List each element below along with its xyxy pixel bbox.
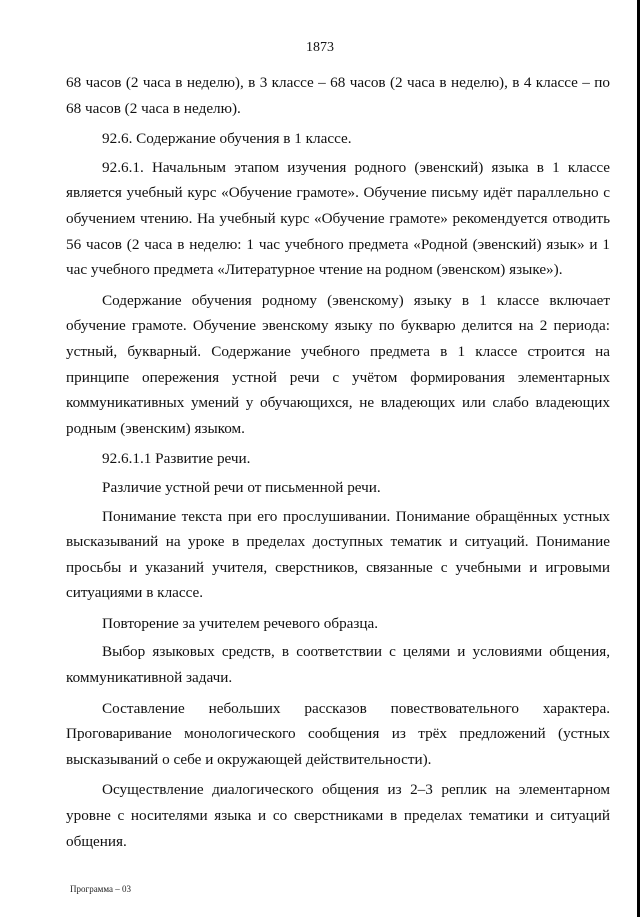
paragraph-repetition: Повторение за учителем речевого образца. [102, 614, 379, 632]
section-heading-92-6: 92.6. Содержание обучения в 1 классе. [102, 130, 352, 148]
paragraph-content-grade-1: Содержание обучения родному (эвенскому) языку в 1 классе включает обучение грамоте. Обучение эвенскому языку по букварю делится на 2 периода: устный, букварный. Содержание учебного предмета в 1 классе строится на принципе опережения устной речи с учётом формирования элементарных коммуникативных умений у обучающихся, не владеющих или слабо владеющих родным (эвенским) языком. [66, 291, 610, 437]
document-body [66, 70, 610, 859]
paragraph-short-stories: Составление небольших рассказов повествовательного характера. Проговаривание монологического сообщения из трёх предложений (устных высказываний о себе и окружающей действительности). [66, 699, 610, 768]
paragraph-language-means: Выбор языковых средств, в соответствии с целями и условиями общения, коммуникативной задачи. [66, 643, 610, 687]
paragraph-text-understanding: Понимание текста при его прослушивании. Понимание обращённых устных высказываний на уроке в пределах доступных тематик и ситуаций. Понимание просьбы и указаний учителя, сверстников, связанные с учебными и игровыми ситуациями в классе. [66, 507, 610, 602]
paragraph-92-6-1: 92.6.1. Начальным этапом изучения родного (эвенский) языка в 1 классе является учебный курс «Обучение грамоте». Обучение письму идёт параллельно с обучением чтению. На учебный курс «Обучение грамоте» рекомендуется отводить 56 часов (2 часа в неделю: 1 час учебного предмета «Родной (эвенский) язык» и 1 час учебного предмета «Литературное чтение на родном (эвенском) языке»). [66, 158, 610, 279]
paragraph-dialogue: Осуществление диалогического общения из 2–3 реплик на элементарном уровне с носителями языка и со сверстниками в пределах тематики и ситуаций общения. [66, 781, 610, 850]
section-heading-92-6-1-1: 92.6.1.1 Развитие речи. [102, 450, 251, 468]
footer-program-label: Программа – 03 [70, 884, 132, 894]
page-number: 1873 [306, 40, 334, 55]
paragraph-hours-continuation: 68 часов (2 часа в неделю), в 3 классе – 68 часов (2 часа в неделю), в 4 классе – по 68 часов (2 часа в неделю). [66, 74, 610, 117]
paragraph-speech-difference: Различие устной речи от письменной речи. [102, 478, 381, 496]
